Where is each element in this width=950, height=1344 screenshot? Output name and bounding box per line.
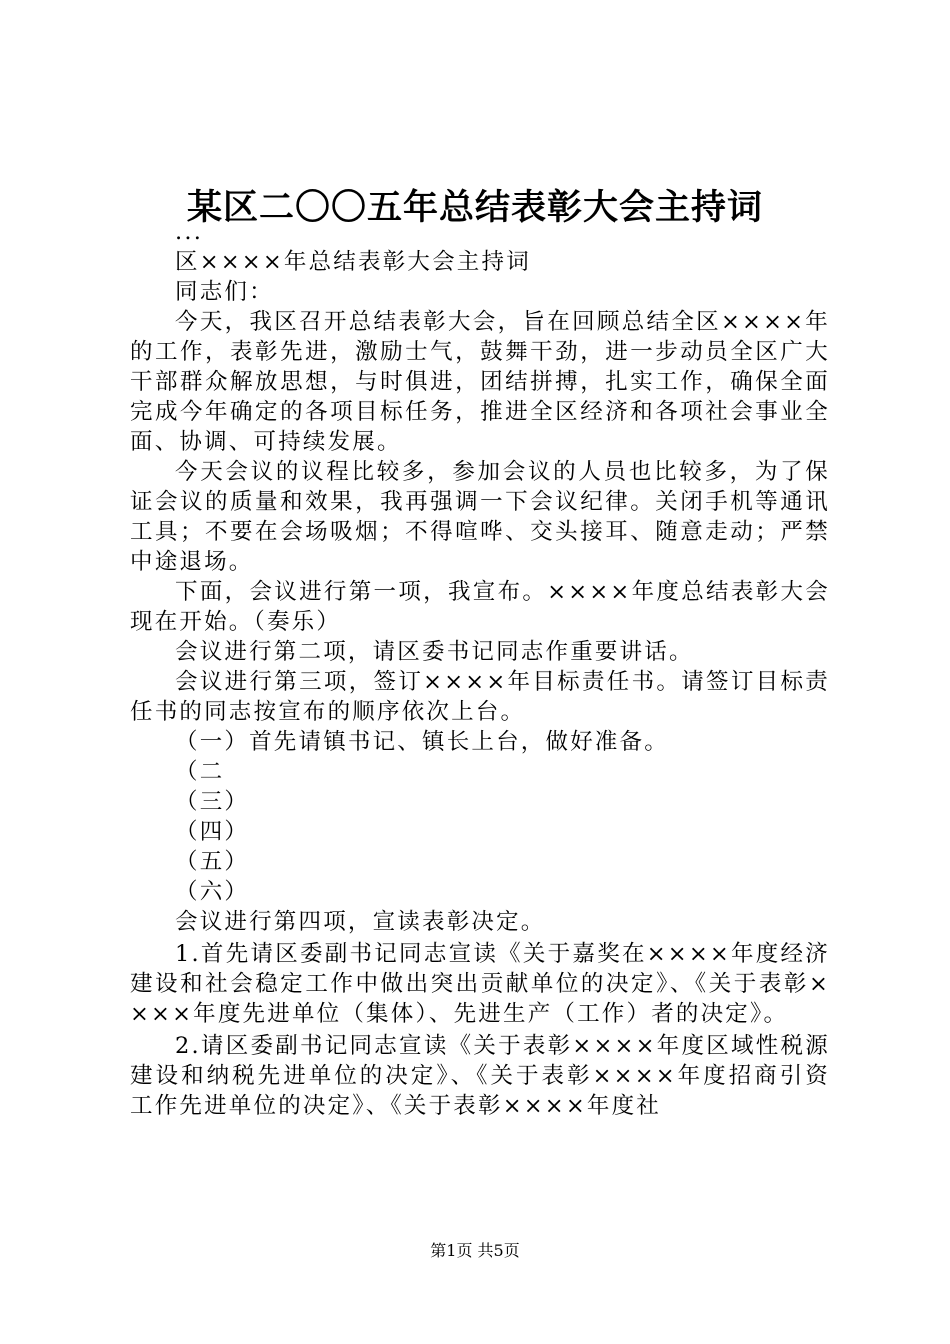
document-title: 某区二〇〇五年总结表彰大会主持词: [186, 187, 763, 228]
paragraph-sub-six: （六）: [175, 879, 250, 905]
paragraph-sub-two: （二: [175, 759, 225, 785]
paragraph-sub-one: （一）首先请镇书记、镇长上台，做好准备。: [175, 729, 670, 755]
page-footer: 第1页 共5页: [430, 1241, 520, 1260]
paragraph-opening: 今天，我区召开总结表彰大会，旨在回顾总结全区××××年的工作，表彰先进，激励士气，鼓舞干劲，进一步动员全区广大干部群众解放思想，与时俱进，团结拼搏，扎实工作，确保全面完成今年确定的各项目标任务，推进全区经济和各项社会事业全面、协调、可持续发展。: [130, 309, 830, 455]
paragraph-decision-two: 2.请区委副书记同志宣读《关于表彰××××年度区域性税源建设和纳税先进单位的决定》、《关于表彰××××年度招商引资工作先进单位的决定》、《关于表彰××××年度社: [130, 1033, 830, 1119]
paragraph-item-two: 会议进行第二项，请区委书记同志作重要讲话。: [175, 639, 694, 665]
paragraph-item-three: 会议进行第三项，签订××××年目标责任书。请签订目标责任书的同志按宣布的顺序依次上台。: [130, 669, 830, 725]
paragraph-item-one: 下面，会议进行第一项，我宣布。××××年度总结表彰大会现在开始。（奏乐）: [130, 579, 830, 635]
document-body: [130, 217, 830, 1121]
paragraph-salutation: 同志们：: [175, 279, 274, 305]
paragraph-decision-one: 1.首先请区委副书记同志宣读《关于嘉奖在××××年度经济建设和社会稳定工作中做出突出贡献单位的决定》、《关于表彰××××年度先进单位（集体）、先进生产（工作）者的决定》。: [130, 941, 830, 1027]
paragraph-item-four: 会议进行第四项，宣读表彰决定。: [175, 909, 546, 935]
paragraph-sub-three: （三）: [175, 789, 250, 815]
paragraph-discipline: 今天会议的议程比较多，参加会议的人员也比较多，为了保证会议的质量和效果，我再强调一下会议纪律。关闭手机等通讯工具；不要在会场吸烟；不得喧哗、交头接耳、随意走动；严禁中途退场。: [130, 459, 830, 575]
paragraph-subtitle: 区××××年总结表彰大会主持词: [175, 249, 531, 275]
paragraph-sub-four: （四）: [175, 819, 250, 845]
paragraph-ellipsis: ...: [175, 219, 204, 245]
paragraph-sub-five: （五）: [175, 849, 250, 875]
